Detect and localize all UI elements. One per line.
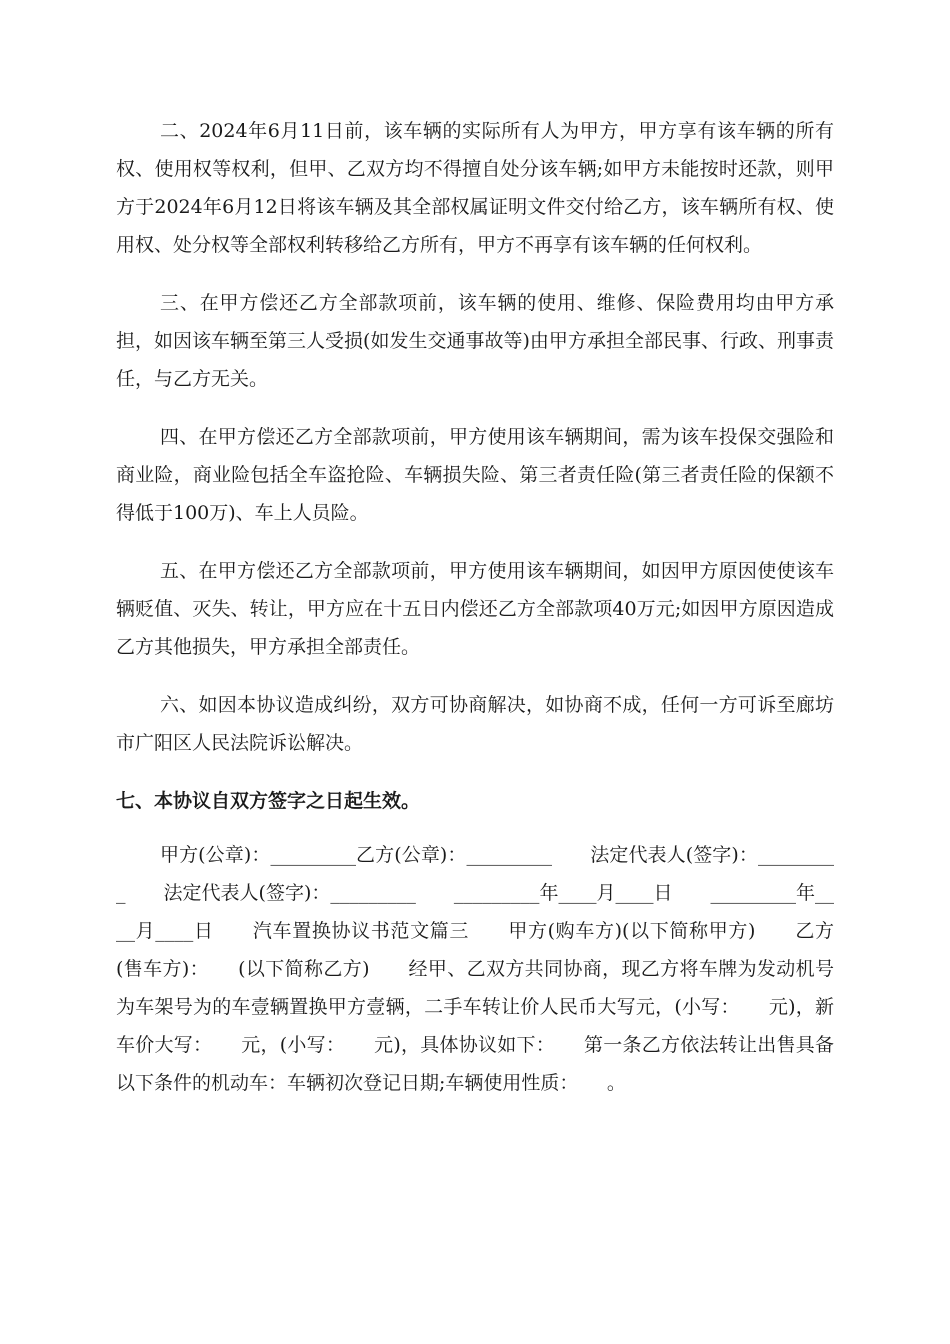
- clause-7-heading: 七、本协议自双方签字之日起生效。: [116, 790, 421, 812]
- signature-and-next-agreement-paragraph: 甲方(公章)：_________乙方(公章)：_________ 法定代表人(签字)：_________ 法定代表人(签字)：_________ _________年____月____日 _________年____月____日 汽车置换协议书范文篇三 甲方(购车方)(以下简称甲方) 乙方(售车方)： (以下简称乙方) 经甲、乙双方共同协商，现乙方将车牌为发动机号为车架号为的车壹辆置换甲方壹辆，二手车转让价人民币大写元，(小写： 元)，新车价大写： 元，(小写： 元)，具体协议如下： 第一条乙方依法转让出售具备以下条件的机动车：车辆初次登记日期;车辆使用性质： 。: [116, 844, 834, 1094]
- clause-6-paragraph: 六、如因本协议造成纠纷，双方可协商解决，如协商不成，任何一方可诉至廊坊市广阳区人民法院诉讼解决。: [116, 694, 834, 754]
- clause-3-paragraph: 三、在甲方偿还乙方全部款项前，该车辆的使用、维修、保险费用均由甲方承担，如因该车辆至第三人受损(如发生交通事故等)由甲方承担全部民事、行政、刑事责任，与乙方无关。: [116, 292, 834, 390]
- clause-2-paragraph: 二、2024年6月11日前，该车辆的实际所有人为甲方，甲方享有该车辆的所有权、使用权等权利，但甲、乙双方均不得擅自处分该车辆;如甲方未能按时还款，则甲方于2024年6月12日将该车辆及其全部权属证明文件交付给乙方，该车辆所有权、使用权、处分权等全部权利转移给乙方所有，甲方不再享有该车辆的任何权利。: [116, 120, 834, 256]
- document-body: [116, 112, 834, 1102]
- clause-5-paragraph: 五、在甲方偿还乙方全部款项前，甲方使用该车辆期间，如因甲方原因使使该车辆贬值、灭失、转让，甲方应在十五日内偿还乙方全部款项40万元;如因甲方原因造成乙方其他损失，甲方承担全部责任。: [116, 560, 834, 658]
- clause-4-paragraph: 四、在甲方偿还乙方全部款项前，甲方使用该车辆期间，需为该车投保交强险和商业险，商业险包括全车盗抢险、车辆损失险、第三者责任险(第三者责任险的保额不得低于100万)、车上人员险。: [116, 426, 834, 524]
